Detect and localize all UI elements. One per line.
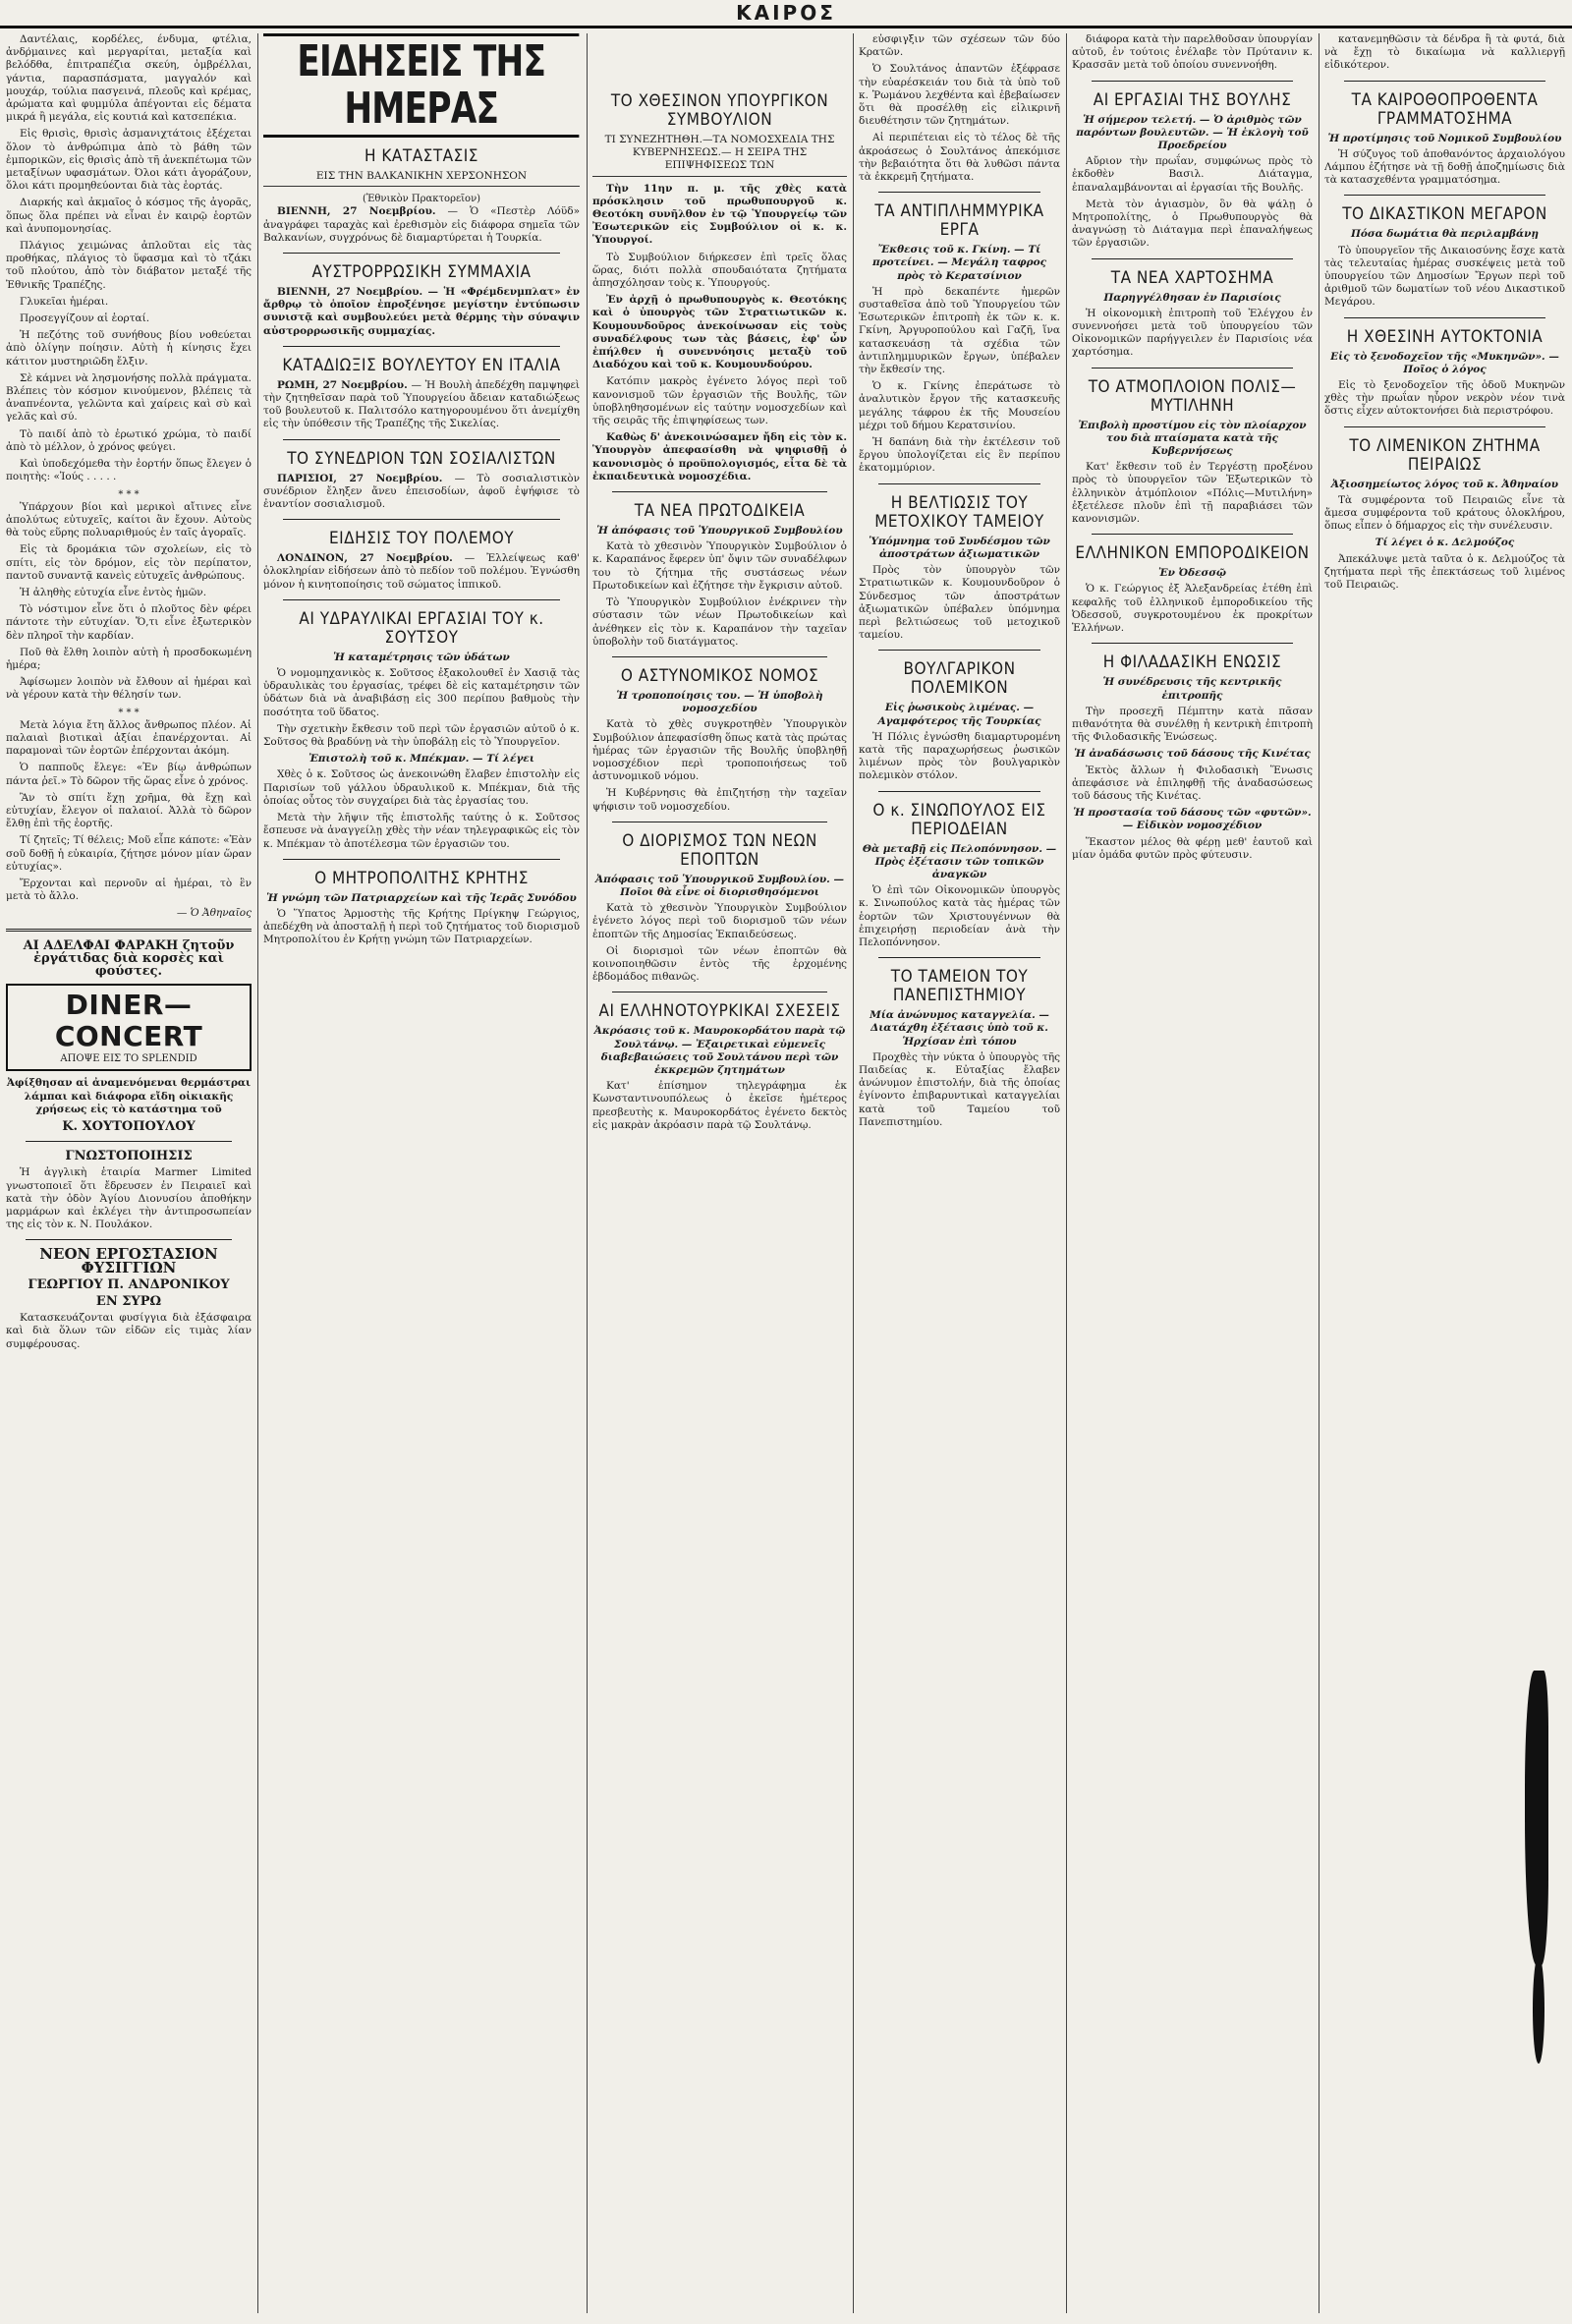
advertisement-body: Ἀφίξθησαν αἱ ἀναμενόμεναι θερμάστραι λάμπαι καὶ διάφορα εἴδη οἰκιακῆς χρήσεως εἰς τὸ κατάστημα τοῦ: [6, 1077, 252, 1115]
article-title: ΑΥΣΤΡΟΡΡΩΣΙΚΗ ΣΥΜΜΑΧΙΑ: [311, 262, 532, 283]
article-body: Εἰς τὸ ξενοδοχεῖον τῆς ὁδοῦ Μυκηνῶν χθὲς τὴν πρωΐαν ηὗρον νεκρὸν νέον τινὰ ὅστις εἶχεν αὐτοκτονήσει διὰ περιστρόφου.: [1324, 379, 1565, 418]
column-divider: [587, 33, 588, 2313]
asterisk-divider: * * *: [118, 707, 140, 718]
article-lead: Ἐπιστολὴ τοῦ κ. Μπέκμαν. — Τί λέγει: [309, 753, 534, 765]
article-lead: Ἀξιοσημείωτος λόγος τοῦ κ. Ἀθηναίου: [1330, 478, 1559, 490]
divider: [283, 439, 560, 440]
divider: [612, 491, 827, 492]
article-body: Μετὰ τὴν λῆψιν τῆς ἐπιστολῆς ταύτης ὁ κ. Σοῦτσος ἔσπευσε νὰ ἀναγγείλῃ χθὲς τὴν νέαν τηλεγραφικῶς εἰς τὸν κ. Μπέκμαν τὸ ἀποτέλεσμα τῶν ἐργασιῶν του.: [263, 812, 580, 850]
advertisement-box: [6, 984, 252, 1071]
article-dateline: ΠΑΡΙΣΙΟΙ, 27 Νοεμβρίου.: [277, 472, 443, 484]
article-title: Ο ΔΙΟΡΙΣΜΟΣ ΤΩΝ ΝΕΩΝ ΕΠΟΠΤΩΝ: [622, 830, 817, 870]
article-lead: Ἡ ἀναδάσωσις τοῦ δάσους τῆς Κινέτας: [1074, 748, 1311, 761]
divider: [283, 346, 560, 347]
article-title: ΕΛΛΗΝΙΚΟΝ ΕΜΠΟΡΟΔΙΚΕΙΟΝ: [1075, 543, 1310, 564]
divider: [283, 599, 560, 600]
paragraph: εὐσφιγξιν τῶν σχέσεων τῶν δύο Κρατῶν.: [859, 33, 1060, 59]
article-body: Ἡ οἰκονομικὴ ἐπιτροπὴ τοῦ Ἐλέγχου ἐν συνεννοήσει μετὰ τοῦ ὑπουργείου τῶν Οἰκονομικῶν παρήγγειλεν ἐν Παρισίοις νέα χαρτόσημα.: [1072, 307, 1313, 359]
article-body: Ὁ Ὕπατος Ἁρμοστὴς τῆς Κρήτης Πρίγκηψ Γεώργιος, ἀπεδέχθη νὰ ἀποσταλῇ ἡ περὶ τοῦ ζητήματος τοῦ διορισμοῦ Μητροπολίτου ἐν Κρήτῃ γνώμη τῶν Πατριαρχείων.: [263, 907, 580, 946]
article-body: Κατ' ἐπίσημον τηλεγράφημα ἐκ Κωνσταντινουπόλεως ὁ ἐκεῖσε ἡμέτερος πρεσβευτὴς κ. Μαυροκορδάτος ἐγένετο δεκτὸς εἰς μακρὰν ἀκρόασιν παρὰ τῷ Σουλτάνῳ.: [592, 1080, 847, 1131]
divider: [878, 957, 1040, 958]
article-body: Ἡ σύζυγος τοῦ ἀποθανόντος ἀρχαιολόγου Λάμπου ἐζήτησε νὰ τῇ δοθῇ ἀποζημίωσις διὰ τὰ κατασχεθέντα γραμματόσημα.: [1324, 147, 1565, 187]
article-body: Ἀπεκάλυψε μετὰ ταῦτα ὁ κ. Δελμούζος τὰ ζητήματα περὶ τῆς ἐπεκτάσεως τοῦ λιμένος τοῦ Πειραιῶς.: [1324, 552, 1565, 592]
article-body: Πρὸς τὸν ὑπουργὸν τῶν Στρατιωτικῶν κ. Κουμουνδοῦρον ὁ Σύνδεσμος τῶν ἀποστράτων ἀξιωματικῶν ὑπέβαλεν ὑπόμνημα περὶ βελτιώσεως τοῦ μετοχικοῦ ταμείου.: [859, 564, 1060, 642]
divider: [1092, 258, 1293, 259]
article-subtitle: ΤΙ ΣΥΝΕΖΗΤΗΘΗ.—ΤΑ ΝΟΜΟΣΧΕΔΙΑ ΤΗΣ ΚΥΒΕΡΝΗΣΕΩΣ.— Η ΣΕΙΡΑ ΤΗΣ ΕΠΙΨΗΦΙΣΕΩΣ ΤΩΝ: [592, 134, 847, 177]
paragraph: Εἰς θρισὶς, θρισὶς ἀσμανιχτάτοις ἐξέχεται ὅλον τὸ ἀνθρώπιμα ἀπὸ τὸ βάθη τῶν ἐμπορικῶν, εἰς θρισὶς ἀπὸ τῆ ἀνεκπέτωμα τῶν μεταξίνων υφασμάτων. Όλοι κάτι ἀγοράζουν, ὅλοι κάτι προμηθεύονται διὰ τὰς ἑορτάς.: [6, 128, 252, 193]
notice-title: ΓΝΩΣΤΟΠΟΙΗΣΙΣ: [65, 1149, 193, 1164]
article-title: ΤΟ ΑΤΜΟΠΛΟΙΟΝ ΠΟΛΙΣ—ΜΥΤΙΛΗΝΗ: [1088, 376, 1297, 416]
page-section-title: ΕΙΔΗΣΕΙΣ ΤΗΣ ΗΜΕΡΑΣ: [263, 33, 579, 138]
paragraph: Γλυκεῖαι ἡμέραι.: [20, 295, 109, 308]
article-lead: Ἔκθεσις τοῦ κ. Γκίνη. — Τί προτείνει. — Μεγάλη ταφρος πρὸς τὸ Κερατσίνιον: [871, 244, 1047, 282]
column-2: [263, 33, 580, 2313]
divider: [283, 859, 560, 860]
divider: [878, 483, 1040, 484]
divider: [878, 650, 1040, 651]
paragraph: Δαντέλαις, κορδέλες, ένδυμα, φτέλια, ἀνδρ̇μαινες καὶ μεργαρίται, μεταξία καὶ βελόδθα, ἐπιτραπέζια σκεύη, ὀμβρέλλαι, γάντια, παρασπάσματα, μαγγαλόν καὶ μουχάρ, τούλια πασγεινά, πλεοῦς καὶ κρέμας, ἀρώματα καὶ φυμμύλα ἀπέγονται εἰς δέματα μικρά ἢ μεγάλα, εἰς κουτιά καὶ κατσεπέκια.: [6, 33, 252, 124]
article-body: Κατὰ τὸ χθὲς συγκροτηθὲν Ὑπουργικὸν Συμβούλιον ἀπεφασίσθη ὅπως κατὰ τὰς πρώτας ἡμέρας τῶν ἐργασιῶν τῆς Βουλῆς ὑποβληθῇ νομοσχέδιον περὶ τροποποιήσεως τοῦ ἀστυνομικοῦ νόμου.: [592, 718, 847, 783]
article-body: Μετὰ τὸν ἁγιασμὸν, ὃν θὰ ψάλῃ ὁ Μητροπολίτης, ὁ Πρωθυπουργὸς θὰ ἀναγνώσῃ τὸ Διάταγμα περὶ ἐπαναλήψεως τῶν ἐργασιῶν.: [1072, 198, 1313, 250]
newspaper-masthead: ΚΑΙΡΟΣ: [0, 0, 1572, 28]
article-body: Κατ' ἔκθεσιν τοῦ ἐν Τεργέστῃ προξένου πρὸς τὸ ὑπουργεῖον τῶν Ἐξωτερικῶν τὸ ἐλληνικὸν ἀτμόπλοιον «Πόλις—Μυτιλήνη» ἐξετέλεσε πλοῦν ἐπὶ τῇ παραβιάσει τῶν κανονισμῶν.: [1072, 461, 1313, 526]
advertisement-headline: ΝΕΟΝ ΕΡΓΟΣΤΑΣΙΟΝ ΦΥΣΙΓΓΙΩΝ: [39, 1245, 218, 1276]
article-title: ΑΙ ΕΛΛΗΝΟΤΟΥΡΚΙΚΑΙ ΣΧΕΣΕΙΣ: [598, 1001, 841, 1022]
divider: [878, 192, 1040, 193]
paragraph: Ἀφίσωμεν λοιπὸν νὰ ἔλθουν αἱ ἡμέραι καὶ νὰ γέρουν κατὰ τὴν θέλησίν των.: [6, 676, 252, 702]
article-body: — Ὁ «Πεστὲρ Λόϋδ» ἀναγράφει ταραχὰς καὶ ἐρεθισμὸν εἰς διάφορα σημεῖα τῶν Βαλκανίων, συγχρόνως δὲ διαμαρτύρεται ἡ Τουρκία.: [263, 205, 580, 244]
article-body: Ὁ κ. Γεώργιος ἐξ Ἀλεξανδρείας ἐτέθη ἐπὶ κεφαλῆς τοῦ ἐλληνικοῦ ἐμποροδικείου τῆς Ὀδεσσοῦ, συγκροτουμένου ἐκ προκρίτων Ἑλλήνων.: [1072, 583, 1313, 635]
article-body: Ὁ κ. Γκίνης ἐπεράτωσε τὸ ἀναλυτικὸν ἔργον τῆς κατασκευῆς μεγάλης τάφρου ἐκ τῆς Μουσείου μέχρι τοῦ δήμου Κερατσινίου.: [859, 380, 1060, 431]
paragraph: διάφορα κατὰ τὴν παρελθοῦσαν ὑπουργίαν αὐτοῦ, ἐν τούτοις ἐνέλαβε τὸν Πρύτανιν κ. Κρασσᾶν μετὰ τοῦ ὁποίου συνεννοήθη.: [1072, 33, 1313, 72]
divider: [1092, 534, 1293, 535]
article-title: ΤΟ ΤΑΜΕΙΟΝ ΤΟΥ ΠΑΝΕΠΙΣΤΗΜΙΟΥ: [890, 967, 1029, 1006]
article-title: Η ΚΑΤΑΣΤΑΣΙΣ: [365, 146, 478, 166]
article-lead: Ἡ προτίμησις τοῦ Νομικοῦ Συμβουλίου: [1327, 132, 1562, 144]
divider: [1092, 643, 1293, 644]
article-body: Ἐν ἀρχῇ ὁ πρωθυπουργὸς κ. Θεοτόκης καὶ ὁ ὑπουργὸς τῶν Στρατιωτικῶν κ. Κουμουνδοῦρος ἀνεκοίνωσαν εἰς τοὺς συναδέλφους των τὰς βάσεις, ἐφ' ὧν ἐπήλθεν ἡ συνεννόησις μεταξὺ τοῦ Διαδόχου καὶ τοῦ κ. Κουμουνδούρου.: [592, 294, 847, 371]
paragraph: Μετὰ λόγια ἔτη ἄλλος ἄνθρωπος πλέον. Αἱ παλαιαὶ βιοτικαὶ ἀξίαι ἐπανέρχονται. Αἱ παραμοναὶ τῶν ἑορτῶν ἐπέρχονται ἀκόμη.: [6, 718, 252, 758]
article-lead: Ἡ προστασία τοῦ δάσους τῶν «φυτῶν». — Εἰδικὸν νομοσχέδιον: [1073, 807, 1312, 832]
article-title: ΑΙ ΕΡΓΑΣΙΑΙ ΤΗΣ ΒΟΥΛΗΣ: [1093, 89, 1292, 110]
column-divider: [853, 33, 854, 2313]
article-dateline: ΛΟΝΔΙΝΟΝ, 27 Νοεμβρίου.: [277, 552, 453, 565]
divider: [1344, 81, 1545, 82]
article-lead: Ἡ γνώμη τῶν Πατριαρχείων καὶ τῆς Ἱερᾶς Συνόδου: [266, 891, 577, 904]
paragraph: Πλάγιος χειμώνας ἀπλοῦται εἰς τὰς προθήκας, πλάγιος τὸ ὕφασμα καὶ τὸ τζάκι τοῦ πλούτου, ἀπὸ τὸν διάβατον μεταξέ τῆς Ἐθνικῆς Τραπέζης.: [6, 240, 252, 291]
article-title: ΤΑ ΑΝΤΙΠΛΗΜΜΥΡΙΚΑ ΕΡΓΑ: [874, 201, 1044, 241]
article-lead: Ἡ καταμέτρησις τῶν ὑδάτων: [333, 651, 510, 663]
article-lead: Ἡ τροποποίησις του. — Ἡ ὑποβολὴ νομοσχεδίου: [616, 689, 823, 715]
article-lead: Ὑπόμνημα τοῦ Συνδέσμου τῶν ἀποστράτων ἀξιωματικῶν: [869, 535, 1050, 560]
article-body: — Ἡ Βουλὴ ἀπεδέχθη παμψηφεὶ τὴν ζητηθεῖσαν παρὰ τοῦ Ὑπουργείου ἄδειαν καταδιώξεως τοῦ βουλευτοῦ κ. Παλιτσόλο κατηγορουμένου ὅτι ἀνεμίχθη εἰς τὴν ὑπόθεσιν τῆς Τραπέζης τῆς Σικελίας.: [263, 378, 580, 430]
article-lead: Ἐν Ὀδεσσῷ: [1158, 567, 1226, 580]
divider: [878, 791, 1040, 792]
article-lead: Παρηγγέλθησαν ἐν Παρισίοις: [1103, 291, 1281, 304]
article-title: ΤΑ ΝΕΑ ΧΑΡΤΟΣΗΜΑ: [1110, 267, 1274, 288]
article-title: ΚΑΤΑΔΙΩΞΙΣ ΒΟΥΛΕΥΤΟΥ ΕΝ ΙΤΑΛΙΑ: [282, 355, 561, 375]
paragraph: Ἡ πεζότης τοῦ συνήθους βίου νοθεύεται ἀπὸ ὀλίγην ποίησιν. Αὐτὴ ἡ κίνησις ἔχει κάτιτον μυστηριῶδη ἔλξιν.: [6, 329, 252, 368]
article-title: ΤΑ ΚΑΙΡΟΘΟΠΡΟΘΕΝΤΑ ΓΡΑΜΜΑΤΟΣΗΜΑ: [1351, 89, 1539, 129]
paragraph: κατανεμηθῶσιν τὰ δένδρα ἢ τὰ φυτά, διὰ νὰ ἔχῃ τὸ δικαίωμα νὰ καλλιεργῇ εἰδικότερον.: [1324, 33, 1565, 72]
divider: [6, 929, 252, 932]
article-title: Η ΒΕΛΤΙΩΣΙΣ ΤΟΥ ΜΕΤΟΧΙΚΟΥ ΤΑΜΕΙΟΥ: [874, 492, 1044, 532]
advertisement-location: ΕΝ ΣΥΡΩ: [95, 1294, 162, 1310]
article-dateline: ΒΙΕΝΝΗ, 27 Νοεμβρίου.: [277, 205, 436, 218]
article-body: Τὸ Συμβούλιον διήρκεσεν ἐπὶ τρεῖς ὅλας ὥρας, διότι πολλὰ σπουδαιότατα ζητήματα ἀπησχόλησαν τοὺς κ. Ὑπουργούς.: [592, 251, 847, 290]
divider: [26, 1141, 232, 1142]
article-title: Ο κ. ΣΙΝΩΠΟΥΛΟΣ ΕΙΣ ΠΕΡΙΟΔΕΙΑΝ: [872, 800, 1046, 839]
column-1: [6, 33, 252, 2313]
article-title: ΤΟ ΧΘΕΣΙΝΟΝ ΥΠΟΥΡΓΙΚΟΝ ΣΥΜΒΟΥΛΙΟΝ: [610, 91, 829, 130]
article-body: Καθὼς δ' ἀνεκοινώσαμεν ἤδη εἰς τὸν κ. Ὑπουργὸν ἀπεφασίσθη νὰ ψηφισθῇ ὁ κανονισμὸς ὁ προϋπολογισμός, εἶτα δὲ τὰ ἐκπαιδευτικὰ νομοσχέδια.: [592, 431, 847, 482]
article-lead: Ἡ σήμερον τελετή. — Ὁ ἀριθμὸς τῶν παρόντων βουλευτῶν. — Ἡ ἐκλογὴ τοῦ Προεδρείου: [1076, 113, 1309, 152]
column-5: [1072, 33, 1313, 2313]
notice-body: Ἡ ἀγγλικὴ ἑταιρία Marmer Limited γνωστοποιεῖ ὅτι ἔδρευσεν ἐν Πειραιεῖ καὶ κατὰ τὴν ὁδὸν Ἀγίου Διονυσίου ἀποθήκην μαρμάρων καὶ ἐκλέγει τὴν ἀντιπροσωπείαν της εἰς τὸν κ. Ν. Πουλάκον.: [6, 1166, 252, 1231]
divider: [1344, 195, 1545, 196]
advertisement-body: Κατασκευάζονται φυσίγγια διὰ ἐξάσφαιρα καὶ διὰ ὅλων τῶν εἰδῶν εἰς τιμὰς λίαν συμφέρουσας.: [6, 1312, 252, 1350]
article-body: Αὔριον τὴν πρωΐαν, συμφώνως πρὸς τὸ ἐκδοθὲν Βασιλ. Διάταγμα, ἐπαναλαμβάνονται αἱ ἐργασίαι τῆς Βουλῆς.: [1072, 155, 1313, 194]
advertisement-name: Κ. ΧΟΥΤΟΠΟΥΛΟΥ: [62, 1119, 196, 1135]
paragraph: Τὸ νόστιμον εἶνε ὅτι ὁ πλοῦτος δὲν φέρει πάντοτε τὴν εὐτυχίαν. Ὅ,τι εἶνε ἐξωτερικὸν δὲν πληροῖ τὴν καρδίαν.: [6, 603, 252, 642]
column-6: [1324, 33, 1565, 2313]
article-body: Κατὰ τὸ χθεσινὸν Ὑπουργικὸν Συμβούλιον ὁ κ. Καραπάνος ἔφερεν ὑπ' ὄψιν τῶν συναδέλφων του τὸ ζήτημα τῆς συστάσεως νέων Πρωτοδικείων καὶ ἐζήτησε τὴν ἔγκρισιν αὐτοῦ.: [592, 540, 847, 592]
article-body: Τὸ ὑπουργεῖον τῆς Δικαιοσύνης ἔσχε κατὰ τὰς τελευταίας ἡμέρας συσκέψεις μετὰ τοῦ ὑπουργείου τῶν Δημοσίων Ἔργων περὶ τοῦ ἀριθμοῦ τῶν δωματίων τοῦ νέου Δικαστικοῦ Μεγάρου.: [1324, 244, 1565, 309]
advertisement-text: ΑΙ ΑΔΕΛΦΑΙ ΦΑΡΑΚΗ ζητοῦν ἐργάτιδας διὰ κορσὲς καὶ φούστες.: [23, 937, 235, 979]
article-body: Ἡ Πόλις ἐγνώσθη διαμαρτυρομένη κατὰ τῆς παραχωρήσεως ῥωσικῶν λιμένων πρὸς τὸν βουλγαρικὸν πολεμικὸν στόλον.: [859, 730, 1060, 782]
paragraph: Ποῦ θὰ ἔλθη λοιπὸν αὐτὴ ἡ προσδοκωμένη ἡμέρα;: [6, 646, 252, 671]
advertisement-name: ΓΕΩΡΓΙΟΥ Π. ΑΝΔΡΟΝΙΚΟΥ: [28, 1276, 230, 1292]
article-title: ΕΙΔΗΣΙΣ ΤΟΥ ΠΟΛΕΜΟΥ: [328, 529, 515, 549]
paragraph: Αἱ περιπέτειαι εἰς τὸ τέλος δὲ τῆς ἀκροάσεως ὁ Σουλτάνος ἀπεκόμισε τὴν βεβαιότητα ὅτι θὰ λυθῶσι πάντα τὰ ἐκκρεμῆ ζητήματα.: [859, 132, 1060, 184]
article-lead: Ἀπόφασις τοῦ Ὑπουργικοῦ Συμβουλίου. — Ποῖοι θὰ εἶνε οἱ διορισθησόμενοι: [595, 873, 844, 898]
divider: [283, 253, 560, 254]
article-title: Ο ΑΣΤΥΝΟΜΙΚΟΣ ΝΟΜΟΣ: [620, 665, 819, 686]
article-dateline: ΡΩΜΗ, 27 Νοεμβρίου.: [277, 378, 408, 391]
paragraph: Τὸ παιδί ἀπὸ τὸ ἐρωτικό χρώμα, τὸ παιδί ἀπὸ τὸ μέλλον, ὁ χρόνος φεύγει.: [6, 427, 252, 453]
advertisement-headline: DINER—CONCERT: [54, 989, 203, 1053]
article-body: Ἕκαστον μέλος θὰ φέρῃ μεθ' ἑαυτοῦ καὶ μίαν ὁμάδα φυτῶν πρὸς φύτευσιν.: [1072, 835, 1313, 861]
paragraph: Σὲ κάμνει νὰ λησμονήσης πολλὰ πράγματα. Βλέπεις τὸν κόσμον κινούμενον, βλέπεις τὰ ἀναπνέοντα, γελῶντα καὶ χαίρεις καὶ σὺ καὶ γελᾶς καὶ σύ.: [6, 371, 252, 424]
article-lead: Πόσα δωμάτια θὰ περιλαμβάνῃ: [1350, 228, 1540, 241]
article-lead: Ἡ συνέδρευσις τῆς κεντρικῆς ἐπιτροπῆς: [1102, 676, 1282, 702]
paragraph: Ἔρχονται καὶ περνοῦν αἱ ἡμέραι, τὸ ἓν μετὰ τὸ ἄλλο.: [6, 877, 252, 903]
article-body: Ἡ Κυβέρνησις θὰ ἐπιζητήσῃ τὴν ταχεῖαν ψήφισιν τοῦ νομοσχεδίου.: [592, 787, 847, 813]
article-body: Τὴν σχετικὴν ἔκθεσιν τοῦ περὶ τῶν ἐργασιῶν αὐτοῦ ὁ κ. Σοῦτσος θὰ βραδύνῃ νὰ τὴν ὑποβάλῃ εἰς τὸ Ὑπουργεῖον.: [263, 722, 580, 749]
paragraph: Ὁ παπποῦς ἔλεγε: «Ἐν βίῳ ἀνθρώπων πάντα ῥεῖ.» Τὸ δῶρον τῆς ὥρας εἶνε ὁ χρόνος.: [6, 762, 252, 787]
article-body: Κατόπιν μακρὸς ἐγένετο λόγος περὶ τοῦ κανονισμοῦ τῶν ἐργασιῶν τῆς Βουλῆς, τῶν ὑποβληθησομένων εἰς ταύτην νομοσχεδίων καὶ τῆς σειρᾶς τῆς ἐπιψηφίσεως των.: [592, 375, 847, 427]
article-body: Ἡ δαπάνη διὰ τὴν ἐκτέλεσιν τοῦ ἔργου ὑπολογίζεται εἰς ἓν περίπου ἑκατομμύριον.: [859, 436, 1060, 475]
article-title: ΤΟ ΔΙΚΑΣΤΙΚΟΝ ΜΕΓΑΡΟΝ: [1342, 204, 1547, 225]
article-body: Τὸ Ὑπουργικὸν Συμβούλιον ἐνέκρινεν τὴν σύστασιν τῶν νέων Πρωτοδικείων καὶ ἀνέθηκεν εἰς τὸν κ. Καραπάνον τὴν ταχεῖαν ὑποβολὴν τοῦ διατάγματος.: [592, 596, 847, 648]
column-3: [592, 33, 847, 2313]
paragraph: Προσεγγίζουν αἱ ἑορταί.: [20, 312, 150, 325]
article-lead: Εἰς τὸ ξενοδοχεῖον τῆς «Μυκηνῶν». — Ποῖος ὁ λόγος: [1330, 350, 1559, 375]
article-body: Τὴν 11ην π. μ. τῆς χθὲς κατὰ πρόσκλησιν τοῦ πρωθυπουργοῦ κ. Θεοτόκη συνῆλθον ἐν τῷ Ὑπουργείῳ τῶν Ἐσωτερικῶν εἰς Συμβούλιον οἱ κ. κ. Ὑπουργοί.: [592, 182, 847, 247]
divider: [26, 1239, 232, 1240]
article-body: Ἡ πρὸ δεκαπέντε ἡμερῶν συσταθεῖσα ἀπὸ τοῦ Ὑπουργείου τῶν Ἐσωτερικῶν ἐπιτροπὴ ἐκ τῶν κ. κ. Γκίνη, Ἀργυροπούλου καὶ Γαζῆ, ἵνα κατασκευάσῃ τὰ σχέδια τῶν ἀντιπλημμυρικῶν ἔργων, ὑπέβαλεν τὴν ἔκθεσίν της.: [859, 285, 1060, 376]
article-body: — Τὸ σοσιαλιστικὸν συνέδριον ἔληξεν ἄνευ ἐπεισοδίων, ἀφοῦ ἐψήφισε τὸ ἐναντίον σοσιαλισμοῦ.: [263, 472, 580, 511]
advertisement-subline: ΑΠΟΨΕ ΕΙΣ ΤΟ SPLENDID: [60, 1053, 197, 1065]
article-body: — Ἐλλείψεως καθ' ὁλοκληρίαν εἰδήσεων ἀπὸ τὸ πεδίον τοῦ πολέμου. Ἐγνώσθη μόνον ἡ κινητοποίησις τοῦ σώματος ἱππικοῦ.: [263, 552, 580, 591]
article-title: ΤΑ ΝΕΑ ΠΡΩΤΟΔΙΚΕΙΑ: [634, 501, 806, 522]
article-body: Ὁ νομομηχανικὸς κ. Σοῦτσος ἐξακολουθεῖ ἐν Χασιᾷ τὰς ὑδραυλικὰς του ἐργασίας, τρέφει δὲ εἰς καταμέτρησιν τῶν ὑδάτων διὰ νὰ ἀναβιβάσῃ εἰς 300 περίπου βαθμοὺς τὴν ποσότητα τοῦ ὕδατος.: [263, 667, 580, 718]
article-dateline: ΒΙΕΝΝΗ, 27 Νοεμβρίου.: [277, 286, 423, 299]
asterisk-divider: * * *: [118, 488, 140, 500]
article-lead: Ἐπιβολὴ προστίμου εἰς τὸν πλοίαρχον του διὰ πταίσματα κατὰ τῆς Κυβερνήσεως: [1078, 419, 1307, 458]
article-body: — Ἡ «Φρέμδενμπλατ» ἐν ἄρθρῳ τὸ ὁποῖον ἐπροξένησε μεγίστην ἐντύπωσιν συνιστᾷ καὶ συμβουλεύει μετὰ θέρμης τὴν σύναψιν αὐστρορρωσικῆς συμμαχίας.: [263, 286, 580, 337]
article-body: Κατὰ τὸ χθεσινὸν Ὑπουργικὸν Συμβούλιον ἐγένετο λόγος περὶ τοῦ διορισμοῦ τῶν νέων ἐποπτῶν τῆς Δημοσίας Ἐκπαιδεύσεως.: [592, 902, 847, 940]
article-title: ΒΟΥΛΓΑΡΙΚΟΝ ΠΟΛΕΜΙΚΟΝ: [903, 659, 1016, 699]
article-signature: — Ὁ Ἀθηναῖος: [176, 907, 252, 920]
article-lead: Τί λέγει ὁ κ. Δελμούζος: [1375, 537, 1515, 549]
article-subtitle: ΕΙΣ ΤΗΝ ΒΑΛΚΑΝΙΚΗΝ ΧΕΡΣΟΝΗΣΟΝ: [263, 170, 580, 187]
article-lead: Εἰς ῥωσικοὺς λιμένας. — Αγαμφότερος τῆς Τουρκίας: [877, 702, 1041, 727]
paragraph: Καὶ ὑποδεχόμεθα τὴν ἑορτήν ὅπως ἔλεγεν ὁ ποιητὴς: «Ἰούς . . . . .: [6, 458, 252, 483]
column-divider: [257, 33, 258, 2313]
article-body: Τὴν προσεχῆ Πέμπτην κατὰ πᾶσαν πιθανότητα θὰ συνέλθῃ ἡ κεντρικὴ ἐπιτροπὴ τῆς Φιλοδασικῆς Ἑνώσεως.: [1072, 705, 1313, 744]
paragraph: Ὑπάρχουν βίοι καὶ μερικοὶ αἴτινες εἶνε ἀπολύτως εὐτυχεῖς, καίτοι ἂν ἔχουν. Αὐτοὺς θὰ τοὺς εὕρης πολυαριθμούς ἐν ταῖς ἀγοραῖς.: [6, 500, 252, 539]
article-body: Χθὲς ὁ κ. Σοῦτσος ὡς ἀνεκοινώθη ἔλαβεν ἐπιστολὴν εἰς Παρισίων τοῦ γάλλου ὑδραυλικοῦ κ. Μπέκμαν, διὰ τῆς ὁποίας οὗτος τὸν συγχαίρει διὰ τὰς ἐργασίας του.: [263, 768, 580, 807]
paragraph: Τί ζητεῖς; Τί θέλεις; Μοῦ εἶπε κάποτε: «Ἐὰν σοῦ δοθῇ ἡ εὐκαιρία, ζήτησε μόνον μίαν ὥραν εὐτυχίας».: [6, 834, 252, 873]
paragraph: Εἰς τὰ δρομάκια τῶν σχολείων, εἰς τὸ σπίτι, εἰς τὸν δρόμον, εἰς τὸν περίπατον, παντοῦ συναντᾷ κανεὶς εὐτυχεῖς ἀνθρώπους.: [6, 543, 252, 582]
ink-stain: [1525, 1671, 1548, 1965]
divider: [1092, 81, 1293, 82]
paragraph: Ἂν τὸ σπίτι ἔχῃ χρῆμα, θὰ ἔχῃ καὶ εὐτυχίαν, ἔλεγον οἱ παλαιοί. Ἀλλὰ τὸ δῶρον ἔλθῃ ἐπὶ τῆς ἑορτῆς.: [6, 791, 252, 830]
article-body: Τὰ συμφέροντα τοῦ Πειραιῶς εἶνε τὰ ἄμεσα συμφέροντα τοῦ κράτους ὁλοκλήρου, ὅπως εἶπεν ὁ δήμαρχος εἰς τὴν συνέλευσιν.: [1324, 493, 1565, 533]
article-lead: Ἀκρόασις τοῦ κ. Μαυροκορδάτου παρὰ τῷ Σουλτάνῳ. — Ἐξαιρετικαὶ εὐμενεῖς διαβεβαιώσεις τοῦ Σουλτάνου περὶ τῶν ἐκκρεμῶν ζητημάτων: [593, 1025, 846, 1076]
article-body: Προχθὲς τὴν νύκτα ὁ ὑπουργὸς τῆς Παιδείας κ. Εὐταξίας ἔλαβεν ἀνώνυμον ἐπιστολήν, διὰ τῆς ὁποίας ἐγίνοντο ἐπιβαρυντικαὶ καταγγελίαι κατὰ τοῦ Ταμείου τοῦ Πανεπιστημίου.: [859, 1050, 1060, 1128]
article-lead: Μία ἀνώνυμος καταγγελία. — Διατάχθη ἐξέτασις ὑπὸ τοῦ κ. Ἡρχίσαν ἐπὶ τόπου: [870, 1009, 1049, 1048]
article-title: ΤΟ ΛΙΜΕΝΙΚΟΝ ΖΗΤΗΜΑ ΠΕΙΡΑΙΩΣ: [1349, 435, 1541, 475]
ink-stain: [1533, 1956, 1544, 2064]
article-body: Ὁ ἐπὶ τῶν Οἰκονομικῶν ὑπουργὸς κ. Σινωπούλος κατὰ τὰς ἡμέρας τῶν ἑορτῶν τῶν Χριστουγέννων θὰ ἐπιχειρήσῃ περιοδείαν ἀνὰ τὴν Πελοπόννησον.: [859, 884, 1060, 948]
article-title: ΤΟ ΣΥΝΕΔΡΙΟΝ ΤΩΝ ΣΟΣΙΑΛΙΣΤΩΝ: [287, 448, 556, 469]
article-body: Ἐκτὸς ἄλλων ἡ Φιλοδασικὴ Ἕνωσις ἀπεφάσισε νὰ ἐπιληφθῇ τῆς ἀναδασώσεως τοῦ δάσους τῆς Κινέτας.: [1072, 764, 1313, 802]
article-lead: Θὰ μεταβῇ εἰς Πελοπόννησον. — Πρὸς ἐξέτασιν τῶν τοπικῶν ἀναγκῶν: [862, 842, 1057, 880]
paragraph: Ὁ Σουλτάνος ἀπαντῶν ἐξέφρασε τὴν εὐαρέσκειάν του διὰ τὰ ὑπὸ τοῦ κ. Ῥωμάνου λεχθέντα καὶ ἐβεβαίωσεν ὅτι θὰ προσέλθῃ εἰς εἰλικρινῆ διευθέτησιν τῶν ζητημάτων.: [859, 63, 1060, 128]
divider: [283, 519, 560, 520]
divider: [1344, 426, 1545, 427]
column-divider: [1066, 33, 1067, 2313]
article-lead: Ἡ ἀπόφασις τοῦ Ὑπουργικοῦ Συμβουλίου: [596, 525, 843, 538]
divider: [1344, 317, 1545, 318]
article-source: (Ἐθνικὸν Πρακτορεῖον): [362, 194, 481, 205]
article-title: Η ΦΙΛΑΔΑΣΙΚΗ ΕΝΩΣΙΣ: [1102, 652, 1282, 673]
divider: [612, 656, 827, 657]
paragraph: Ἡ ἀληθὴς εὐτυχία εἶνε ἐντὸς ἡμῶν.: [20, 586, 207, 598]
article-title: ΑΙ ΥΔΡΑΥΛΙΚΑΙ ΕΡΓΑΣΙΑΙ ΤΟΥ κ. ΣΟΥΤΣΟΥ: [299, 608, 544, 648]
article-title: Η ΧΘΕΣΙΝΗ ΑΥΤΟΚΤΟΝΙΑ: [1346, 326, 1544, 347]
column-4: [859, 33, 1060, 2313]
paragraph: Διαρκής καὶ ἀκμαῖος ὁ κόσμος τῆς ἀγορᾶς, ὅπως ὅλα πρέπει νὰ εἶναι ἐν καιρῷ ἑορτῶν καὶ ἀνυπομονησίας.: [6, 197, 252, 235]
article-body: Οἱ διορισμοὶ τῶν νέων ἐποπτῶν θὰ κοινοποιηθῶσιν ἐντὸς τῆς ἐρχομένης ἑβδομάδος πιθανῶς.: [592, 944, 847, 984]
article-title: Ο ΜΗΤΡΟΠΟΛΙΤΗΣ ΚΡΗΤΗΣ: [314, 868, 529, 888]
